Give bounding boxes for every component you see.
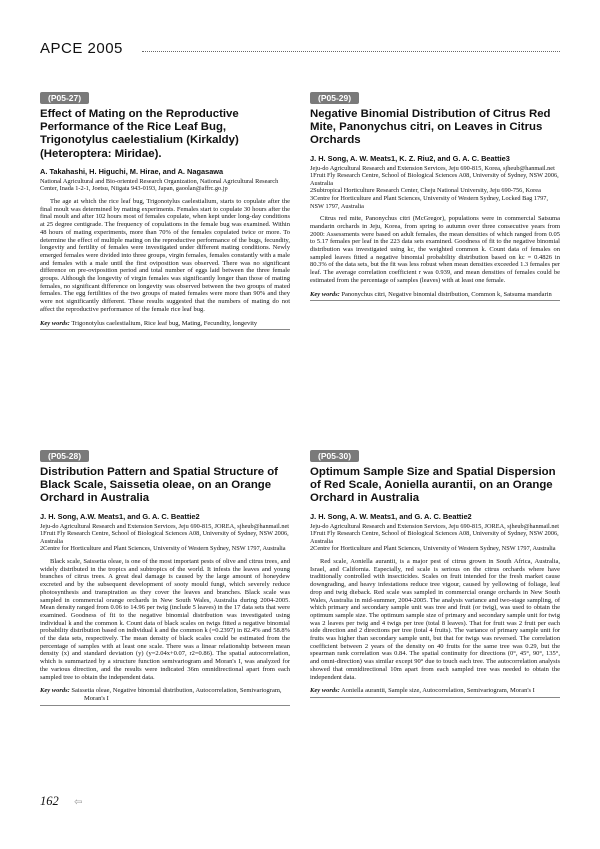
affiliation: 3Centre for Horticulture and Plant Sciences, University of Western Sydney, Locked Bag 1797, NSW 1797, Australia (310, 194, 549, 210)
keywords-label: Key words: (310, 687, 340, 695)
article-authors: J. H. Song, A. W. Meats1, K. Z. Riu2, and G. A. C. Beattie3 (310, 153, 510, 163)
keywords-label: Key words: (40, 319, 70, 327)
article-abstract: Black scale, Saissetia oleae, is one of the most important pests of olive and citrus trees, and widely distributed in the tropics and subtropics of the world. It infests the leaves and young branches of citrus trees. A great deal damage is caused by the large amount of honeydew excreted and by the subsequent development of sooty mould fungi, which severely reduce photosynthesis and transpiration as they cover the leaves and branches. Black scale was sampled in commercial orange orchards in New South Wales, Australia during 2004-2005. Mean density ranged from 0.06 to 14.96 per twig (include 5 leaves) in the 17 data sets that were examined. Goodness of fit to the negative binomial distribution was investigated using individual k and the common k. Count data of black scales on twigs fitted a negative binomial probability distribution based on individual k and the common k (=0.2397) in 82.4% and 58.8% of the data sets, respectively. The mean density of black scales could be estimated from the percentage of samples with at least one scale. There was a linear relationship between mean density (x) and standard deviation (y) (y=2.04x+0.07, r2=0.86). The spatial autocorrelation, which is summarized by a structure function semivariogram and Moran's I, was analyzed for the various direction, and the results were indicated 36m omnidirectional apart from each sampled tree to obtain the independent data. (40, 557, 290, 681)
article-abstract: The age at which the rice leaf bug, Trigonotylus caelestialium, starts to copulate after the final moult was determined by mating experiments. Females start to copulate 30 hours after the final moult and after 102 hours most of females copulate, when kept under long-day conditions at 25 degree centigrade. The frequency of copulations in the female bug was examined. Within 48 hours of mating experiments, more than 70% of the females copulated twice or more. To determine the effect of multiple mating on the reproductive performance of the bugs, fecundity, longevity and fertility of females were investigated under different mating conditions. Newly emerged females were divided into three groups, virgin females, females constantly with a male and females with a male until the first oviposition was observed. There was no significant difference on pre-oviposition period and total number of eggs laid between the three female groups. Although the longevity of virgin females was significantly longer than those of mating females, no significant difference on longevity was observed between the two groups of mated females. The egg fertilities of the two groups of mated females were more than 90% and they were not significantly different. These results suggested that the numbers of mating do not affect the reproductive performance of the female rice leaf bug. (40, 198, 290, 313)
affiliation: 1Fruit Fly Research Centre, School of Biological Sciences A08, University of Sydney, NSW 2006, Australia (310, 172, 559, 187)
article-p05-30 (310, 446, 560, 698)
article-tag: (P05-27) (40, 92, 89, 104)
article-p05-27 (40, 88, 290, 330)
journal-title: APCE 2005 (40, 40, 123, 57)
article-authors: A. Takahashi, H. Higuchi, M. Hirae, and A. Nagasawa (40, 166, 224, 176)
article-abstract: Red scale, Aoniella aurantii, is a major pest of citrus grown in South Africa, Australia, Israel, and California. Especially, red scale is serious on the citrus orchards where have traditionally controlled with insecticides. Scales on fruit intended for the fresh market cause downgrading, and heavy infestations reduce tree vigour, caused by yellowing of foliage, leaf drop and twig dieback. Red scale was sampled in commercial orange orchards in New South Wales, Australia in mid-summer, 2004-2005. The analysis variance and two-stage sampling, of which primary and secondary sample unit was tree and fruit (or twig), was used to obtain the optimum sample size. The optimum sample size of primary and secondary sample unit for twig was 2 leaves per twig and 4 twigs per tree (total 8 leaves). That for fruit was 2 fruit per each side direction and 2 directions per tree (total 4 fruits). The variance of primary sample unit for fruits was higher than secondary sample unit, but that for twigs was reversed. The correlation coefficient between 2 years of the density on 40 fruits for the same tree was 0.29, but the spearman rank correlation was 0.84. The spatial continuity for directions (0°, 45°, 90°, 135°, and omni-direction) was similar except 90° due to touch each tree. The autocorrelation analysis showed that omnidirectional 10m apart from each sampled tree was needed to obtain the independent data. (310, 557, 560, 681)
article-tag: (P05-30) (310, 450, 359, 462)
article-rule (40, 705, 290, 706)
article-affiliations (310, 165, 560, 211)
affiliation: 1Fruit Fly Research Centre, School of Biological Sciences A08, University of Sydney, NSW 2006, Australia (40, 530, 289, 545)
article-keywords (310, 291, 560, 299)
keywords-text: Panonychus citri, Negative binomial distribution, Common k, Satsuma mandarin (341, 290, 552, 298)
article-keywords (40, 320, 290, 328)
article-keywords (310, 687, 560, 695)
affiliation: Jeju-do Agricultural Research and Extension Services, Jeju 690-815, JOREA, sjheub@hanmail.net (40, 522, 290, 530)
article-p05-28 (40, 446, 290, 706)
article-abstract: Citrus red mite, Panonychus citri (McGregor), populations were in commercial Satsuma mandarin orchards in Jeju, Korea, from spring to autumn over three consecutive years from 2000: Assessments were based on adult females, the mean densities of which ranged from 0.05 to 5.17 females per leaf in the 223 data sets examined. Goodness of fit to the negative binomial distribution was investigated using kc, the weighted common k. Count data of females on sampled leaves fitted a negative binomial probability distribution based on kc = 0.4826 in 80.3% of the data sets, but the fit was less robust when mean densities exceeded 1.3 females per leaf. The average correlation coefficient r was 0.939, and mean densities of females could be estimated from the percentage of samples (leaves) with at least one female. (310, 215, 560, 284)
page-number: 162 (40, 794, 59, 808)
header-rule (142, 51, 560, 52)
keywords-text: Trigonotylus caelestialium, Rice leaf bug, Mating, Fecundity, longevity (71, 319, 258, 327)
article-title: Effect of Mating on the Reproductive Performance of the Rice Leaf Bug, Trigonotylus caelestialium (Kirkaldy) (Heteroptera: Miridae). (40, 108, 239, 160)
article-tag: (P05-28) (40, 450, 89, 462)
affiliation: 1Fruit Fly Research Centre, School of Biological Sciences A08, University of Sydney, NSW 2006, Australia (310, 530, 559, 545)
affiliation: National Agricultural and Bio-oriented Research Organization, National Agricultural Research Center, Inada 1-2-1, Joetsu, Niigata 943-0193, Japan, gaoolan@affrc.go.jp (40, 177, 279, 193)
affiliation: Jeju-do Agricultural Research and Extension Services, Jeju 690-815, JOREA, sjheub@hanmail.net (310, 522, 560, 530)
affiliation: 2Centre for Horticulture and Plant Sciences, University of Western Sydney, NSW 1797, Australia (310, 545, 556, 553)
arrow-left-icon: ⇦ (74, 797, 83, 808)
affiliation: Jeju-do Agricultural Research and Extension Services, Jeju 690-815, Korea, sjheub@hanmail.net (310, 164, 555, 172)
keywords-text: Aoniella aurantii, Sample size, Autocorrelation, Semivariogram, Moran's I (341, 687, 535, 695)
article-rule (310, 300, 560, 301)
affiliation: 2Subtropical Horticulture Research Center, Cheju National University, Jeju 690-756, Korea (310, 187, 541, 195)
article-affiliations (310, 523, 560, 553)
article-p05-29 (310, 88, 560, 301)
article-rule (310, 697, 560, 698)
article-title: Negative Binomial Distribution of Citrus Red Mite, Panonychus citri, on Leaves in Citrus Orchards (310, 108, 551, 147)
keywords-text: Saissetia oleae, Negative binomial distribution, Autocorrelation, Semivariogram, Moran's I (71, 687, 282, 702)
keywords-label: Key words: (310, 290, 340, 298)
keywords-label: Key words: (40, 687, 70, 695)
page-header (40, 40, 580, 62)
article-title: Distribution Pattern and Spatial Structure of Black Scale, Saissetia oleae, on an Orange Orchard in Australia (40, 466, 278, 505)
article-affiliations (40, 523, 290, 553)
article-rule (40, 329, 290, 330)
article-title: Optimum Sample Size and Spatial Dispersion of Red Scale, Aoniella aurantii, on an Orange Orchard in Australia (310, 466, 556, 505)
article-keywords (40, 687, 290, 702)
article-authors: J. H. Song, A.W. Meats1, and G. A. C. Beattie2 (40, 511, 200, 521)
article-authors: J. H. Song, A. W. Meats1, and G. A. C. Beattie2 (310, 511, 472, 521)
article-affiliations (40, 178, 290, 193)
article-tag: (P05-29) (310, 92, 359, 104)
affiliation: 2Centre for Horticulture and Plant Sciences, University of Western Sydney, NSW 1797, Australia (40, 545, 286, 553)
